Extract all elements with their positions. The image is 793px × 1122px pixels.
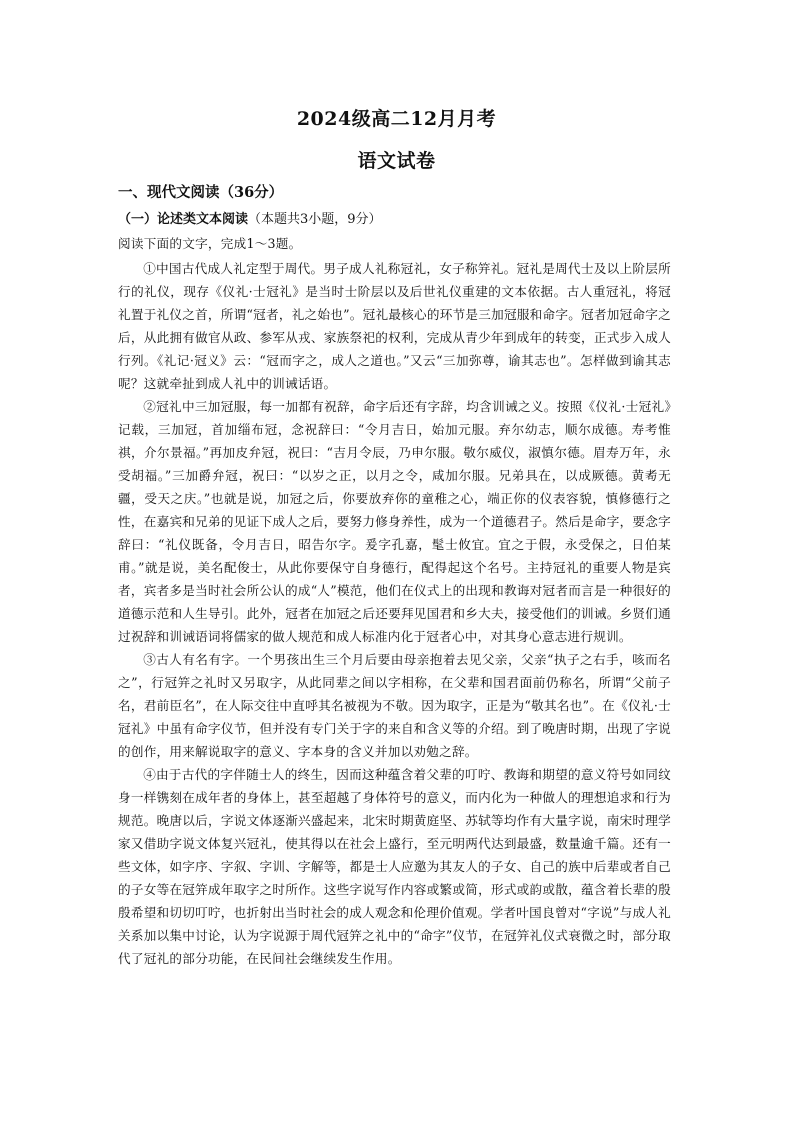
subsection-note: （本题共3小题，9分） bbox=[248, 212, 382, 227]
passage-paragraph-2: ②冠礼中三加冠服，每一加都有祝辞，命字后还有字辞，均含训诫之义。按照《仪礼·士冠礼》记载，三加冠，首加缁布冠，念祝辞曰：“令月吉日，始加元服。弃尔幼志，顺尔成德。寿考惟祺，介尔景福。”再加皮弁冠，祝曰：“吉月令辰，乃申尔服。敬尔威仪，淑慎尔德。眉寿万年，永受胡福。”三加爵弁冠，祝曰：“以岁之正，以月之令，咸加尔服。兄弟具在，以成厥德。黄耇无疆，受天之庆。”也就是说，加冠之后，你要放弃你的童稚之心，端正你的仪表容貌，慎修德行之性，在嘉宾和兄弟的见证下成人之后，要努力修身养性，成为一个道德君子。然后是命字，要念字辞曰：“礼仪既备，令月吉日，昭告尔字。爰字孔嘉，髦士攸宜。宜之于假，永受保之，日伯某甫。”就是说，美名配俊士，从此你要保守自身德行，配得起这个名号。主持冠礼的重要人物是宾者，宾者多是当时社会所公认的成“人”模范，他们在仪式上的出现和教诲对冠者而言是一种很好的道德示范和人生导引。此外，冠者在加冠之后还要拜见国君和乡大夫，接受他们的训诫。乡贤们通过祝辞和训诫语词将儒家的做人规范和成人标准内化于冠者心中，对其身心意志进行规训。 bbox=[118, 399, 671, 644]
exam-title: 2024级高二12月月考 bbox=[296, 108, 497, 130]
subsection-heading bbox=[118, 208, 382, 227]
passage-paragraph-3: ③古人有名有字。一个男孩出生三个月后要由母亲抱着去见父亲，父亲“执子之右手，咳而名之”，行冠笄之礼时又另取字，从此同辈之间以字相称，在父辈和国君面前仍称名，所谓“父前子名，君前臣名”，在人际交往中直呼其名被视为不敬。因为取字，正是为“敬其名也”。在《仪礼·士冠礼》中虽有命字仪节，但并没有专门关于字的来自和含义等的介绍。到了晚唐时期，出现了字说的创作，用来解说取字的意义、字本身的含义并加以劝勉之辞。 bbox=[118, 652, 671, 759]
subsection-label: （一）论述类文本阅读 bbox=[118, 212, 249, 227]
reading-instruction: 阅读下面的文字，完成1～3题。 bbox=[118, 236, 302, 251]
passage-paragraph-4: ④由于古代的字伴随士人的终生，因而这种蕴含着父辈的叮咛、教诲和期望的意义符号如同纹身一样镌刻在成年者的身体上，甚至超越了身体符号的意义，而内化为一种做人的理想追求和行为规范。晚唐以后，字说文体逐渐兴盛起来，北宋时期黄庭坚、苏轼等均作有大量字说，南宋时理学家又借助字说文体复兴冠礼，使其得以在社会上盛行，至元明两代达到最盛，数量逾千篇。还有一些文体，如字序、字叙、字训、字解等，都是士人应邀为其友人的子女、自己的族中后辈或者自己的子女等在冠笄成年取字之时所作。这些字说写作内容或繁或简，形式或韵或散，蕴含着长辈的殷殷希望和切切叮咛，也折射出当时社会的成人观念和伦理价值观。学者叶国良曾对“字说”与成人礼关系加以集中讨论，认为字说源于周代冠笄之礼中的“命字”仪节，在冠笄礼仪式衰微之时，部分取代了冠礼的部分功能，在民间社会继续发生作用。 bbox=[118, 767, 671, 966]
passage bbox=[118, 257, 671, 970]
section-heading: 一、现代文阅读（36分） bbox=[118, 184, 284, 201]
subject-title: 语文试卷 bbox=[357, 150, 436, 172]
passage-paragraph-1: ①中国古代成人礼定型于周代。男子成人礼称冠礼，女子称笄礼。冠礼是周代士及以上阶层所行的礼仪，现存《仪礼·士冠礼》是当时士阶层以及后世礼仪重建的文本依据。古人重冠礼，将冠礼置于礼仪之首，所谓“冠者，礼之始也”。冠礼最核心的环节是三加冠服和命字。冠者加冠命字之后，从此拥有做官从政、参军从戎、家族祭祀的权利，完成从青少年到成年的转变，正式步入成人行列。《礼记·冠义》云：“冠而字之，成人之道也。”又云“三加弥尊，谕其志也”。怎样做到谕其志呢？这就牵扯到成人礼中的训诫话语。 bbox=[118, 261, 671, 391]
